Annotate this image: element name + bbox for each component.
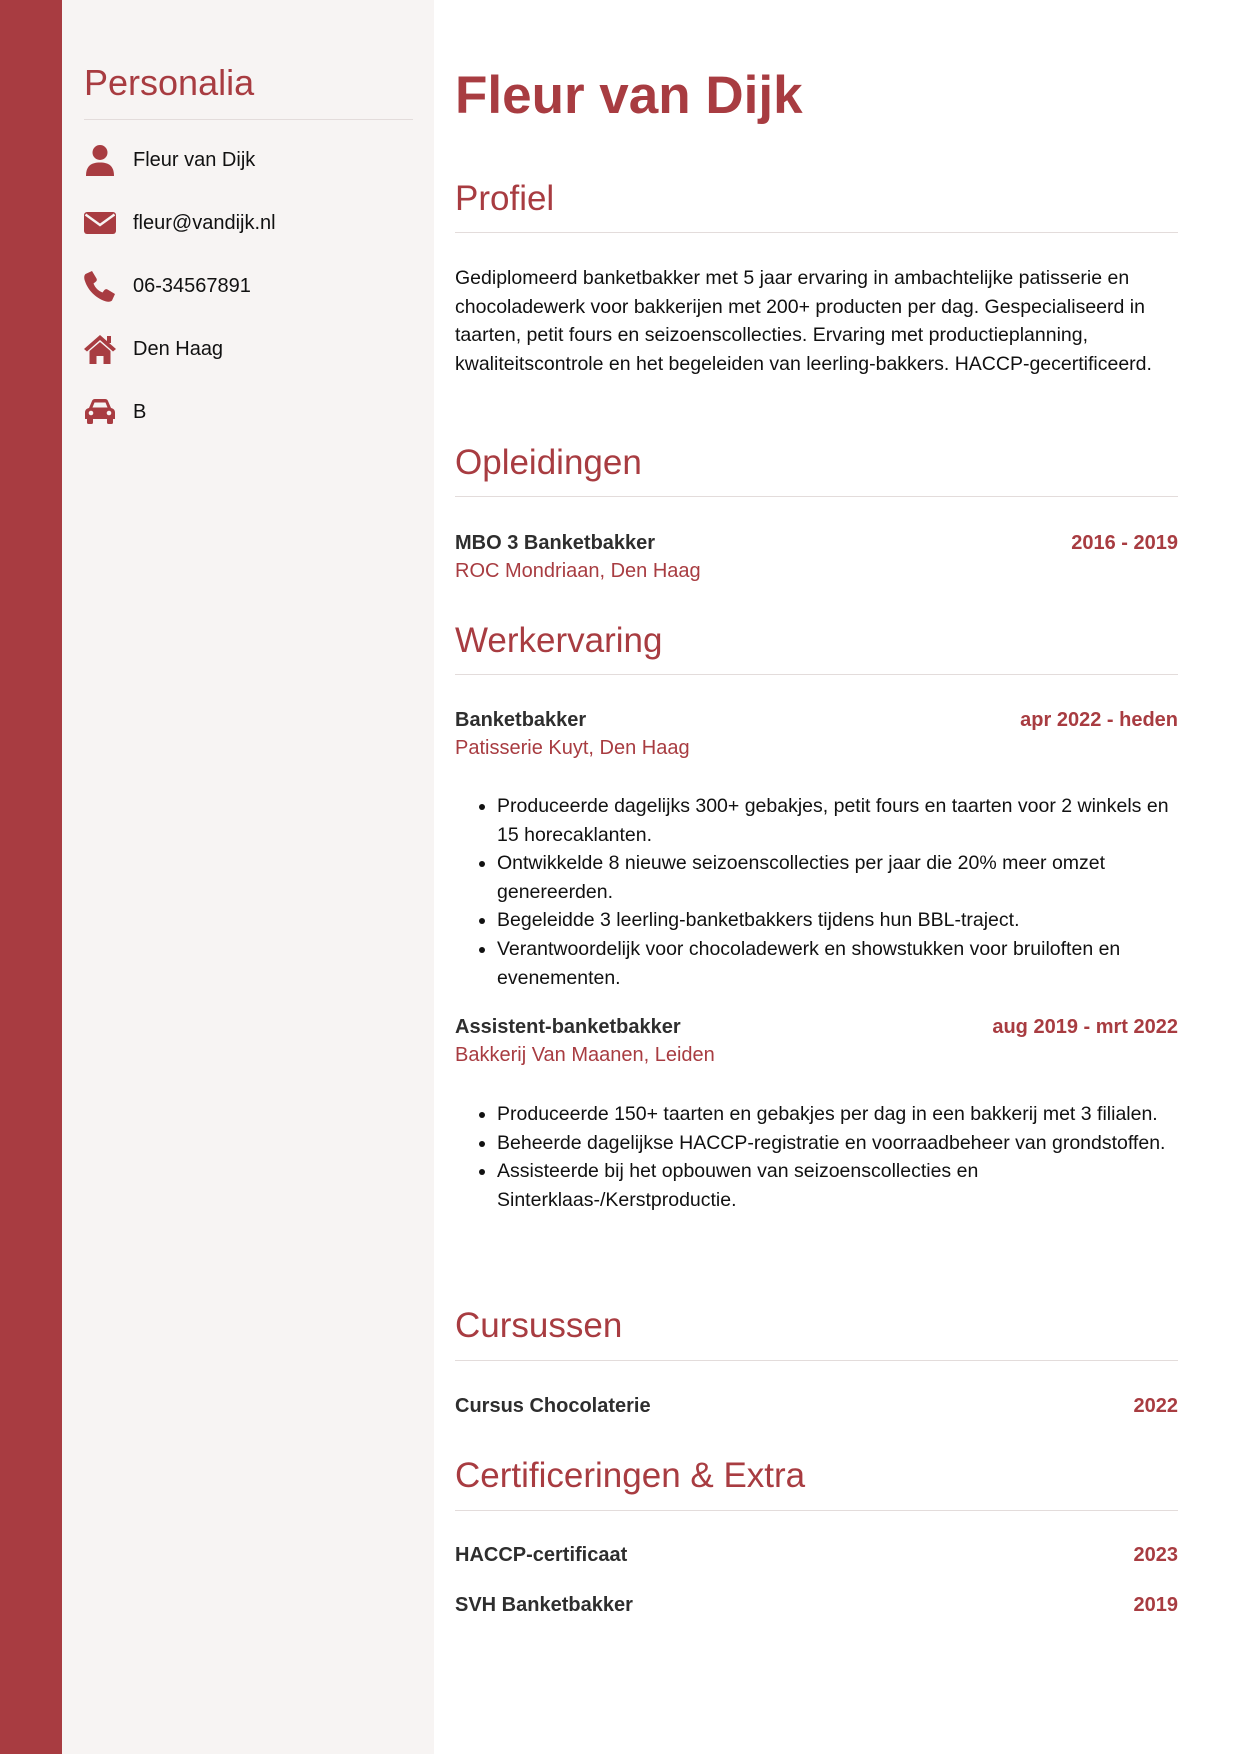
job-date: apr 2022 - heden [1020, 709, 1178, 731]
job-employer: Patisserie Kuyt, Den Haag [455, 737, 690, 759]
divider [455, 674, 1178, 675]
envelope-icon [82, 206, 118, 240]
list-item: • Verantwoordelijk voor chocoladewerk en showstukken voor bruiloften en evenementen. [497, 935, 1178, 992]
job-employer: Bakkerij Van Maanen, Leiden [455, 1044, 715, 1066]
experience-entry [455, 708, 1178, 760]
job-date: aug 2019 - mrt 2022 [992, 1016, 1178, 1038]
course-date: 2022 [1133, 1395, 1178, 1417]
list-item: • Beheerde dagelijkse HACCP-registratie en voorraadbeheer van grondstoffen. [497, 1129, 1178, 1158]
contact-name [82, 143, 276, 206]
job-title: Banketbakker [455, 709, 587, 731]
certification-date: 2019 [1133, 1594, 1178, 1616]
list-item: • Ontwikkelde 8 nieuwe seizoenscollecties per jaar die 20% meer omzet genereerden. [497, 849, 1178, 906]
education-heading: Opleidingen [455, 443, 642, 482]
certification-title: SVH Banketbakker [455, 1594, 633, 1616]
divider [455, 1360, 1178, 1361]
divider [84, 119, 413, 120]
divider [455, 496, 1178, 497]
contact-phone-text: 06-34567891 [133, 275, 251, 297]
education-date: 2016 - 2019 [1071, 532, 1178, 554]
list-item: • Produceerde 150+ taarten en gebakjes per dag in een bakkerij met 3 filialen. [497, 1100, 1178, 1129]
contact-phone [82, 269, 276, 332]
certification-title: HACCP-certificaat [455, 1544, 628, 1566]
home-icon [82, 332, 118, 366]
divider [455, 1510, 1178, 1511]
contact-email [82, 206, 276, 269]
job-title: Assistent-banketbakker [455, 1016, 681, 1038]
certification-date: 2023 [1133, 1544, 1178, 1566]
experience-heading: Werkervaring [455, 621, 663, 660]
contact-list [82, 143, 276, 458]
courses-heading: Cursussen [455, 1306, 623, 1345]
candidate-name: Fleur van Dijk [455, 66, 803, 125]
experience-entry [455, 1015, 1178, 1067]
education-title: MBO 3 Banketbakker [455, 532, 656, 554]
contact-location [82, 332, 276, 395]
contact-license-text: B [133, 401, 147, 423]
course-entry [455, 1394, 1178, 1418]
job-bullets [455, 1100, 1178, 1214]
education-entry [455, 531, 1178, 583]
job-bullets [455, 792, 1178, 992]
certification-entry [455, 1593, 1178, 1617]
education-school: ROC Mondriaan, Den Haag [455, 560, 701, 582]
list-item: • Begeleidde 3 leerling-banketbakkers tijdens hun BBL-traject. [497, 906, 1178, 935]
profile-heading: Profiel [455, 179, 555, 218]
accent-stripe [0, 0, 62, 1754]
contact-license [82, 395, 276, 458]
list-item: • Produceerde dagelijks 300+ gebakjes, petit fours en taarten voor 2 winkels en 15 horecaklanten. [497, 792, 1178, 849]
course-title: Cursus Chocolaterie [455, 1395, 651, 1417]
phone-icon [82, 269, 118, 303]
user-icon [82, 143, 118, 177]
certification-entry [455, 1543, 1178, 1567]
contact-location-text: Den Haag [133, 338, 224, 360]
personalia-heading: Personalia [84, 62, 255, 103]
car-icon [82, 395, 118, 429]
contact-email-text[interactable]: fleur@vandijk.nl [133, 212, 276, 234]
divider [455, 232, 1178, 233]
list-item: • Assisteerde bij het opbouwen van seizoenscollecties en Sinterklaas-/Kerstproductie. [497, 1157, 1178, 1214]
contact-name-text: Fleur van Dijk [133, 149, 256, 171]
profile-text: Gediplomeerd banketbakker met 5 jaar ervaring in ambachtelijke patisserie en chocoladewerk voor bakkerijen met 200+ producten per dag. Gespecialiseerd in taarten, petit fours en seizoenscollecties. Ervaring met productieplanning, kwaliteitscontrole en het begeleiden van leerling-bakkers. HACCP-gecertificeerd. [455, 267, 1152, 375]
certifications-heading: Certificeringen & Extra [455, 1456, 806, 1495]
